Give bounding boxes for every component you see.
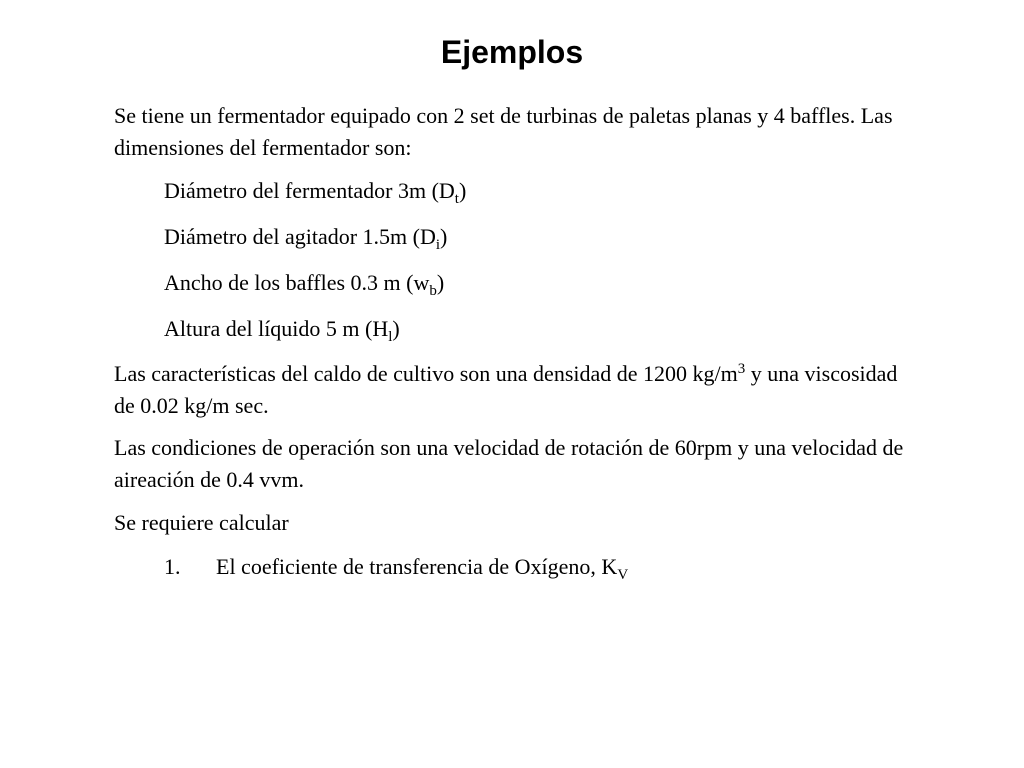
conditions-paragraph: Las condiciones de operación son una velocidad de rotación de 60rpm y una velocidad de aireación de 0.4 vvm. [114,435,904,492]
requirement-text: Se requiere calcular [114,510,289,535]
dimension-item: Altura del líquido 5 m $(H_l)$ [164,316,400,345]
broth-paragraph: Las características del caldo de cultivo son una densidad de 1200 $kg/m^3$ y una viscosidad de 0.02 kg/m sec. [114,361,898,418]
slide-body [114,100,914,584]
task-text: El coeficiente de transferencia de Oxígeno, $K_V$ [216,554,629,583]
dimension-item: Diámetro del agitador 1.5m $(D_i)$ [164,224,448,253]
task-list-item [164,550,914,584]
intro-paragraph: Se tiene un fermentador equipado con 2 set de turbinas de paletas planas y 4 baffles. Las dimensiones del fermentador son: [114,103,893,160]
task-number: 1. [164,554,181,579]
dimension-item: Ancho de los baffles 0.3 m $(w_b)$ [164,270,445,299]
slide-title: Ejemplos [440,34,584,70]
dimension-item: Diámetro del fermentador 3m $(D_t)$ [164,178,467,207]
